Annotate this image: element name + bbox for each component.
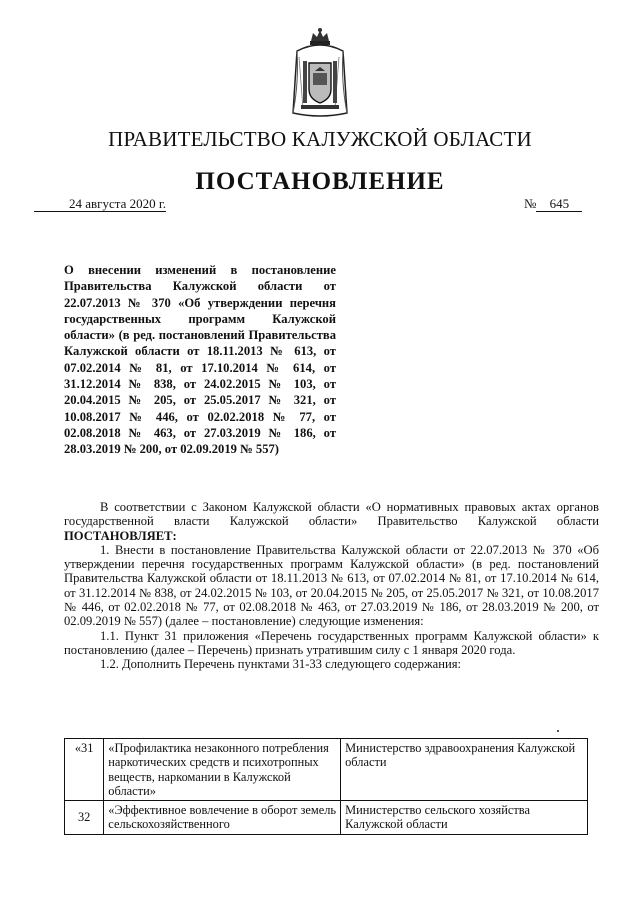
- document-subject: О внесении изменений в постановление Правительства Калужской области от 22.07.2013 № 370 «Об утверждении перечня государственных программ Калужской области» (в ред. постановлений Правительства Калужской области от 18.11.2013 № 613, от 07.02.2014 № 81, от 17.10.2014 № 614, от 31.12.2014 № 838, от 24.02.2015 № 103, от 20.04.2015 № 205, от 25.05.2017 № 321, от 10.08.2017 № 446, от 02.02.2018 № 77, от 02.08.2018 № 463, от 27.03.2019 № 186, от 28.03.2019 № 200, от 02.09.2019 № 557): [64, 263, 336, 457]
- table-row: [65, 739, 588, 801]
- programs-table: [64, 738, 588, 835]
- coat-of-arms-emblem: [289, 27, 351, 119]
- program-name: «Профилактика незаконного потребления наркотических средств и психотропных веществ, наркомании в Калужской области»: [104, 739, 341, 801]
- intro-text: В соответствии с Законом Калужской области «О нормативных правовых актах органов государственной власти Калужской области» Правительство Калужской области: [64, 500, 599, 529]
- decree-word: ПОСТАНОВЛЯЕТ:: [64, 528, 177, 543]
- document-type-title: ПОСТАНОВЛЕНИЕ: [195, 168, 445, 195]
- program-name: «Эффективное вовлечение в оборот земель сельскохозяйственного: [104, 801, 341, 835]
- organization-title: ПРАВИТЕЛЬСТВО КАЛУЖСКОЙ ОБЛАСТИ: [108, 127, 532, 151]
- paragraph-1: 1. Внести в постановление Правительства Калужской области от 22.07.2013 № 370 «Об утверждении перечня государственных программ Калужской области» (в ред. постановлений Правительства Калужской области от 18.11.2013 № 613, от 07.02.2014 № 81, от 17.10.2014 № 614, от 31.12.2014 № 838, от 24.02.2015 № 103, от 20.04.2015 № 205, от 25.05.2017 № 321, от 10.08.2017 № 446, от 02.02.2018 № 77, от 02.08.2018 № 463, от 27.03.2019 № 186, от 28.03.2019 № 200, от 02.09.2019 № 557) (далее – постановление) следующие изменения:: [64, 542, 599, 629]
- paragraph-1-1: 1.1. Пункт 31 приложения «Перечень государственных программ Калужской области» к постановлению (далее – Перечень) признать утратившим силу с 1 января 2020 года.: [64, 628, 599, 657]
- row-number: 32: [65, 801, 104, 835]
- intro-paragraph: [64, 500, 599, 543]
- row-number: «31: [65, 739, 104, 801]
- responsible-ministry: Министерство сельского хозяйства Калужской области: [341, 801, 588, 835]
- scan-speck: [557, 730, 559, 732]
- responsible-ministry: Министерство здравоохранения Калужской области: [341, 739, 588, 801]
- document-body: [64, 500, 599, 672]
- paragraph-1-2: 1.2. Дополнить Перечень пунктами 31-33 следующего содержания:: [100, 657, 462, 672]
- number-sign: №: [524, 196, 537, 211]
- document-date: 24 августа 2020 г.: [34, 196, 166, 212]
- number-value: 645: [536, 196, 582, 212]
- table-row: [65, 801, 588, 835]
- document-number: [524, 196, 582, 212]
